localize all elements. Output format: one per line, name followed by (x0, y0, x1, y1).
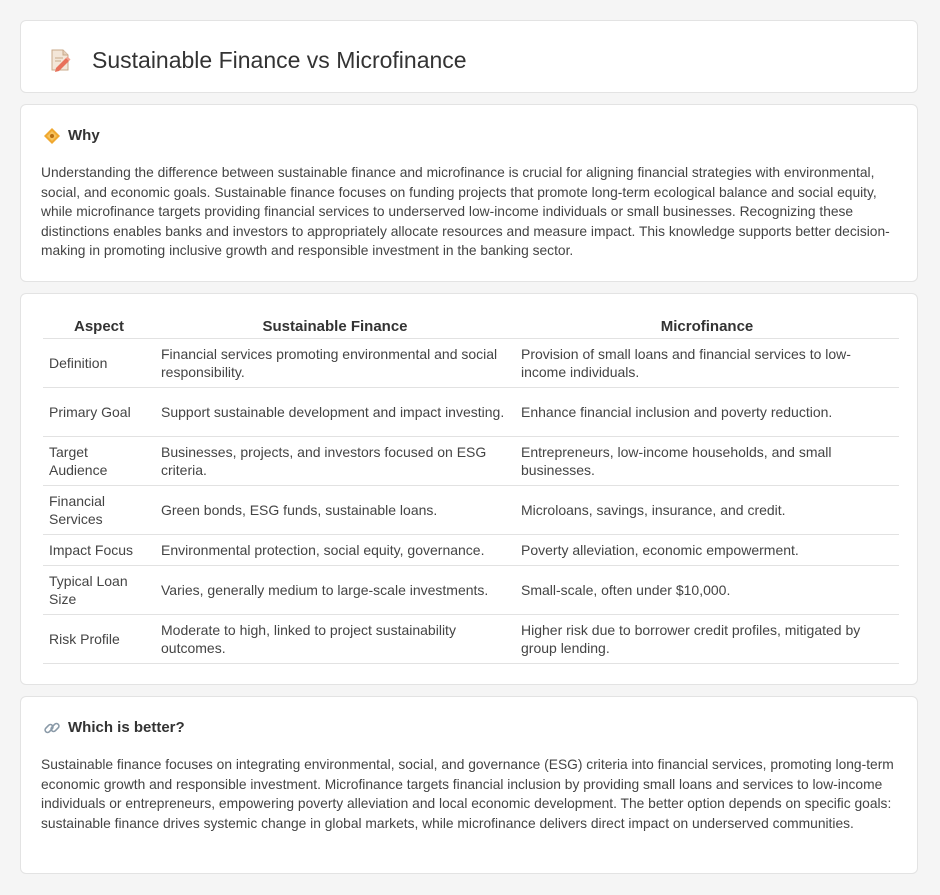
title-card (20, 20, 918, 93)
which-is-better-heading: Which is better? (68, 719, 185, 736)
row-aspect: Impact Focus (43, 535, 155, 566)
row-aspect: Financial Services (43, 486, 155, 535)
row-aspect: Definition (43, 339, 155, 388)
comparison-table (43, 316, 899, 664)
row-aspect: Risk Profile (43, 615, 155, 664)
header-aspect: Aspect (43, 316, 155, 339)
row-microfinance: Small-scale, often under $10,000. (515, 566, 899, 615)
row-sustainable-finance: Businesses, projects, and investors focused on ESG criteria. (155, 437, 515, 486)
table-row (43, 437, 899, 486)
table-row (43, 486, 899, 535)
header-sustainable-finance: Sustainable Finance (155, 316, 515, 339)
which-is-better-body: Sustainable finance focuses on integrating environmental, social, and governance (ESG) criteria into financial services, promoting long-term economic growth and responsible investment. Microfinance targets financial inclusion by providing small loans and services to low-income individuals or entrepreneurs, empowering poverty alleviation and local economic development. The better option depends on specific goals: sustainable finance drives systemic change in global markets, while microfinance delivers direct impact on underserved communities. (41, 757, 894, 831)
link-icon (43, 719, 61, 737)
row-sustainable-finance: Green bonds, ESG funds, sustainable loans. (155, 486, 515, 535)
row-microfinance: Poverty alleviation, economic empowerment. (515, 535, 899, 566)
row-sustainable-finance: Support sustainable development and impact investing. (155, 388, 515, 437)
comparison-section (20, 293, 918, 685)
row-aspect: Target Audience (43, 437, 155, 486)
row-sustainable-finance: Financial services promoting environmental and social responsibility. (155, 339, 515, 388)
diamond-icon (43, 127, 61, 145)
row-sustainable-finance: Environmental protection, social equity, governance. (155, 535, 515, 566)
row-microfinance: Provision of small loans and financial services to low-income individuals. (515, 339, 899, 388)
table-header-row (43, 316, 899, 339)
table-row (43, 566, 899, 615)
row-aspect: Primary Goal (43, 388, 155, 437)
table-row (43, 615, 899, 664)
table-row (43, 388, 899, 437)
why-section (20, 104, 918, 282)
row-microfinance: Higher risk due to borrower credit profiles, mitigated by group lending. (515, 615, 899, 664)
why-heading: Why (68, 127, 100, 144)
row-microfinance: Entrepreneurs, low-income households, and small businesses. (515, 437, 899, 486)
which-is-better-section (20, 696, 918, 874)
why-body: Understanding the difference between sustainable finance and microfinance is crucial for aligning financial strategies with environmental, social, and economic goals. Sustainable finance focuses on funding projects that promote long-term ecological balance and social equity, while microfinance targets providing financial services to underserved low-income individuals or small businesses. Recognizing these distinctions enables banks and investors to appropriately allocate resources and measure impact. This knowledge supports better decision-making in promoting inclusive growth and responsible investment in the banking sector. (41, 165, 890, 259)
table-row (43, 535, 899, 566)
row-microfinance: Microloans, savings, insurance, and credit. (515, 486, 899, 535)
document-pencil-icon (47, 47, 73, 73)
row-microfinance: Enhance financial inclusion and poverty reduction. (515, 388, 899, 437)
page-title: Sustainable Finance vs Microfinance (92, 47, 467, 73)
row-sustainable-finance: Moderate to high, linked to project sustainability outcomes. (155, 615, 515, 664)
header-microfinance: Microfinance (515, 316, 899, 339)
row-aspect: Typical Loan Size (43, 566, 155, 615)
table-row (43, 339, 899, 388)
row-sustainable-finance: Varies, generally medium to large-scale investments. (155, 566, 515, 615)
